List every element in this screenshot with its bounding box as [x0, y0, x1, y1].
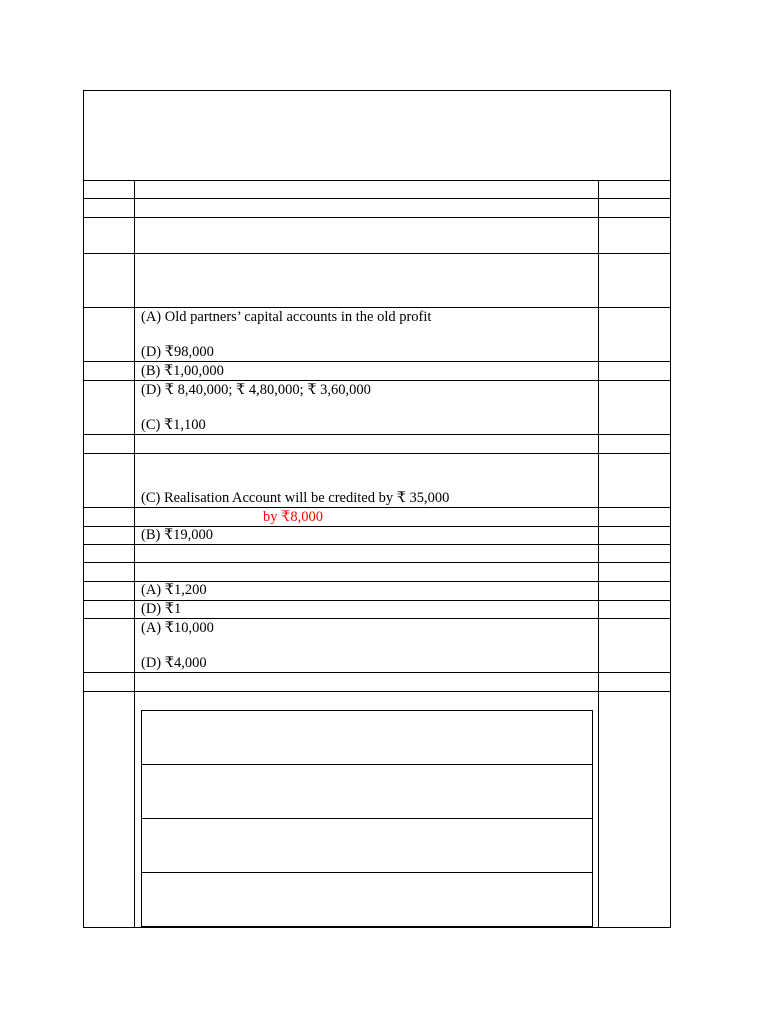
- answer-text: (C) Realisation Account will be credited by ₹ 35,000: [141, 490, 450, 506]
- row-divider: [83, 434, 671, 435]
- answer-text: (A) ₹10,000: [141, 620, 214, 636]
- row-divider: [83, 453, 671, 454]
- nested-table-row-divider: [141, 818, 593, 819]
- row-divider: [83, 507, 671, 508]
- row-divider: [83, 253, 671, 254]
- row-divider: [83, 198, 671, 199]
- row-divider: [83, 307, 671, 308]
- highlighted-answer-text: by ₹8,000: [263, 509, 323, 525]
- answer-text: (A) Old partners’ capital accounts in the old profit: [141, 309, 432, 325]
- answer-text: (D) ₹1: [141, 601, 182, 617]
- nested-table-row-divider: [141, 764, 593, 765]
- answer-text: (A) ₹1,200: [141, 582, 207, 598]
- answer-text: (D) ₹ 8,40,000; ₹ 4,80,000; ₹ 3,60,000: [141, 382, 371, 398]
- row-divider: [83, 672, 671, 673]
- row-divider: [83, 180, 671, 181]
- answer-text: (D) ₹98,000: [141, 344, 214, 360]
- answer-text: (D) ₹4,000: [141, 655, 207, 671]
- row-divider: [83, 380, 671, 381]
- row-divider: [83, 618, 671, 619]
- column-divider-right: [598, 180, 599, 928]
- answer-text: (B) ₹19,000: [141, 527, 214, 543]
- answer-text: (B) ₹1,00,000: [141, 363, 224, 379]
- row-divider: [83, 217, 671, 218]
- answer-text: (C) ₹1,100: [141, 417, 206, 433]
- row-divider: [83, 691, 671, 692]
- nested-table-row-divider: [141, 872, 593, 873]
- row-divider: [83, 361, 671, 362]
- row-divider: [83, 562, 671, 563]
- row-divider: [83, 544, 671, 545]
- column-divider-left: [134, 180, 135, 928]
